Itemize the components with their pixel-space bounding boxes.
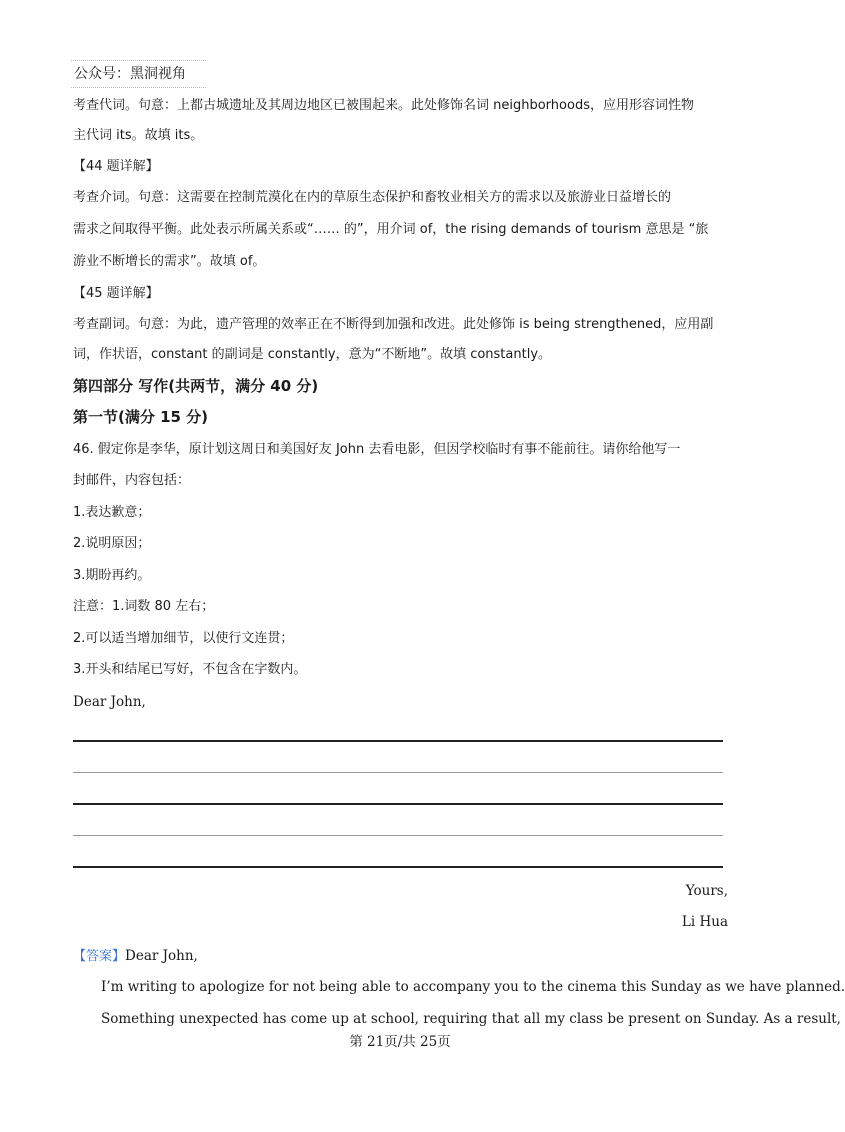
section1-heading: 第一节(满分 15 分) xyxy=(73,408,209,426)
q43-explanation-line-1: 考查代词。句意：上都古城遗址及其周边地区已被围起来。此处修饰名词 neighborhoods，应用形容词性物 xyxy=(73,98,694,113)
letter-signature: Li Hua xyxy=(681,914,728,930)
q46-prompt-line-1: 46. 假定你是李华，原计划这周日和美国好友 John 去看电影，但因学校临时有事不能前往。请你给他写一 xyxy=(73,442,681,457)
q46-prompt-line-2: 封邮件，内容包括： xyxy=(73,473,191,488)
q46-point-1: 1.表达歉意； xyxy=(73,505,151,520)
part4-heading: 第四部分 写作(共两节，满分 40 分) xyxy=(73,377,319,395)
q44-explanation-line-1: 考查介词。句意：这需要在控制荒漠化在内的草原生态保护和畜牧业相关方的需求以及旅游业日益增长的 xyxy=(73,190,672,205)
answer-greeting: Dear John, xyxy=(125,948,198,964)
q45-explanation-line-1: 考查副词。句意：为此，遗产管理的效率正在不断得到加强和改进。此处修饰 is being strengthened，应用副 xyxy=(73,317,714,332)
writing-line-5 xyxy=(73,866,723,868)
writing-line-2 xyxy=(73,772,723,773)
writing-line-1 xyxy=(73,740,723,742)
note-2: 2.可以适当增加细节，以使行文连贯； xyxy=(73,631,294,646)
page-footer: 第 21页/共 25页 xyxy=(349,1034,451,1050)
writing-line-3 xyxy=(73,803,723,805)
q45-explanation-line-2: 词，作状语，constant 的副词是 constantly，意为“不断地”。故填 constantly。 xyxy=(73,347,552,362)
q44-explanation-line-2: 需求之间取得平衡。此处表示所属关系或“…… 的”，用介词 of，the rising demands of tourism 意思是 “旅 xyxy=(73,222,709,237)
q45-header: 【45 题详解】 xyxy=(73,286,159,301)
answer-heading xyxy=(73,946,729,967)
answer-tag: 【答案】 xyxy=(73,949,126,964)
answer-line-2: Something unexpected has come up at school, requiring that all my class be present on Sunday. As a result, xyxy=(101,1011,841,1027)
q46-point-3: 3.期盼再约。 xyxy=(73,568,151,583)
note-3: 3.开头和结尾已写好，不包含在字数内。 xyxy=(73,662,307,677)
writing-line-4 xyxy=(73,835,723,836)
wechat-brand-label: 公众号：黑洞视角 xyxy=(71,60,206,88)
q46-point-2: 2.说明原因； xyxy=(73,536,151,551)
letter-greeting: Dear John, xyxy=(73,694,146,710)
q43-explanation-line-2: 主代词 its。故填 its。 xyxy=(73,128,204,143)
note-1: 注意：1.词数 80 左右； xyxy=(73,599,215,614)
letter-closing: Yours, xyxy=(685,883,728,899)
q44-header: 【44 题详解】 xyxy=(73,159,159,174)
answer-line-1: I’m writing to apologize for not being able to accompany you to the cinema this Sunday as we have planned. xyxy=(101,979,845,995)
q44-explanation-line-3: 游业不断增长的需求”。故填 of。 xyxy=(73,254,266,269)
